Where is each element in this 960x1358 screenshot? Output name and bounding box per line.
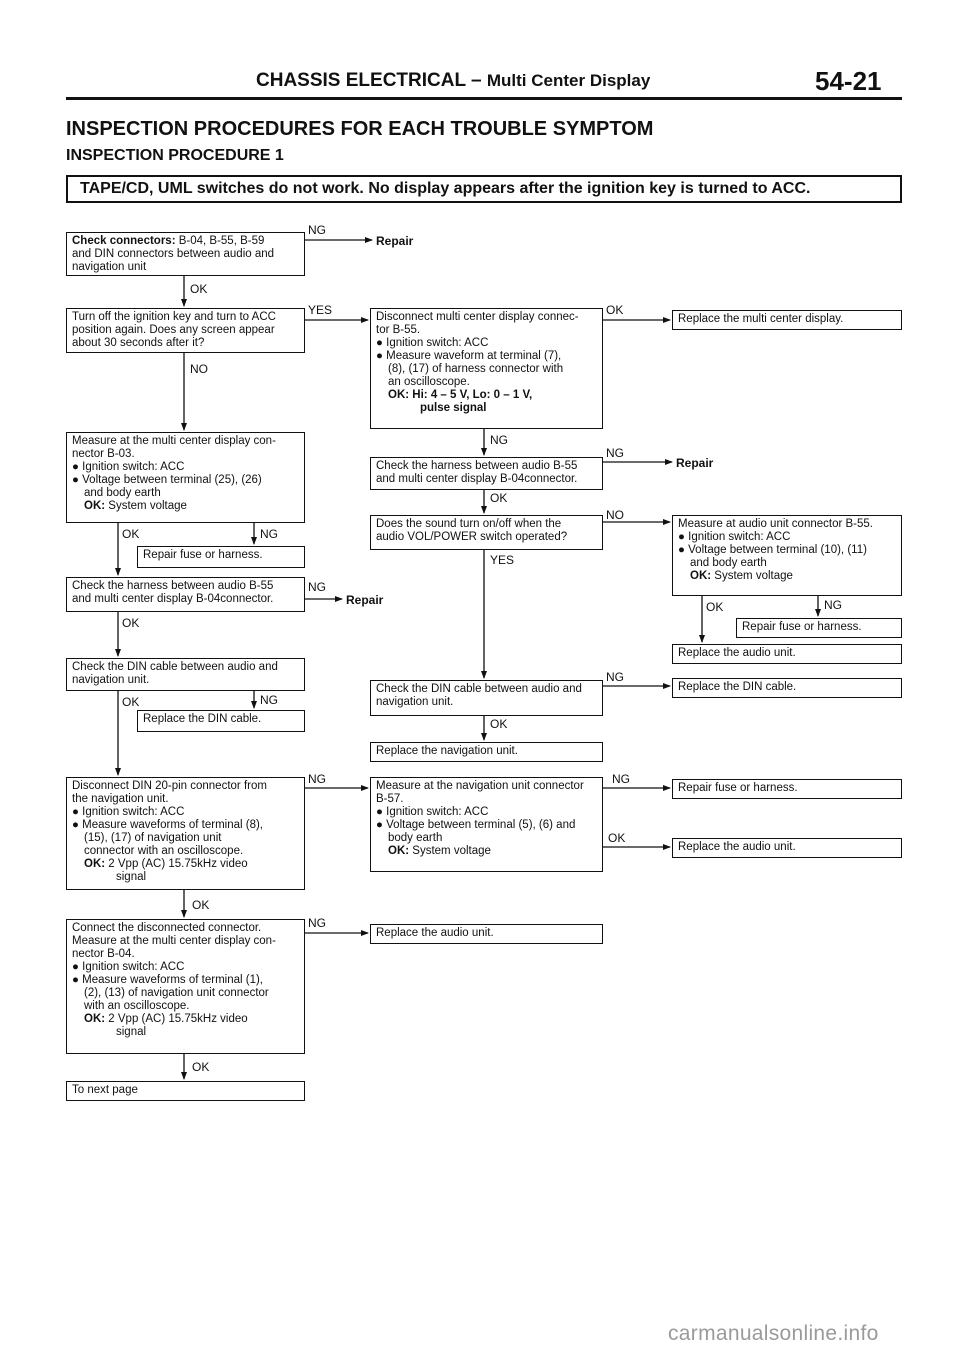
- label-ok: OK: [606, 303, 624, 317]
- replace-audio-box-2: Replace the audio unit.: [672, 838, 902, 858]
- disconnect-multi-bullet2: ● Measure waveform at terminal (7),: [376, 350, 562, 362]
- page-title: INSPECTION PROCEDURES FOR EACH TROUBLE SYMPTOM: [66, 118, 654, 140]
- disconnect-din-bullet2c: connector with an oscilloscope.: [84, 845, 244, 857]
- does-sound-box: [370, 515, 603, 550]
- label-ng: NG: [308, 580, 326, 594]
- header-dash: –: [471, 70, 482, 91]
- check-harness-right-line1: Check the harness between audio B-55: [376, 460, 578, 472]
- symptom-box: TAPE/CD, UML switches do not work. No display appears after the ignition key is turned to ACC.: [66, 175, 902, 203]
- disconnect-din-okval2: signal: [116, 871, 147, 883]
- check-harness-left-box: [66, 577, 305, 612]
- measure-b57-line2: B-57.: [376, 793, 404, 805]
- measure-b03-line1: Measure at the multi center display con-: [72, 435, 276, 447]
- label-ng: NG: [308, 916, 326, 930]
- disconnect-multi-okval: Hi: 4 – 5 V, Lo: 0 – 1 V,: [412, 389, 533, 401]
- disconnect-din-bullet2: ● Measure waveforms of terminal (8),: [72, 819, 264, 831]
- measure-b55-bullet1: ● Ignition switch: ACC: [678, 531, 791, 543]
- check-harness-left-line2: and multi center display B-04connector.: [72, 593, 274, 605]
- measure-b03-bullet2b: and body earth: [84, 487, 161, 499]
- replace-nav-box: Replace the navigation unit.: [370, 742, 603, 762]
- measure-b57-line1: Measure at the navigation unit connector: [376, 780, 584, 792]
- disconnect-din-bullet2b: (15), (17) of navigation unit: [84, 832, 222, 844]
- check-harness-right-box: [370, 457, 603, 490]
- label-ok: OK: [490, 717, 508, 731]
- turn-off-line2: position again. Does any screen appear: [72, 324, 275, 336]
- ok-prefix: OK:: [84, 858, 106, 870]
- check-din-left-box: [66, 658, 305, 691]
- label-ok: OK: [122, 527, 140, 541]
- replace-audio-box-3: Replace the audio unit.: [370, 924, 603, 944]
- check-din-right-box: [370, 680, 603, 716]
- connect-line2: Measure at the multi center display con-: [72, 935, 276, 947]
- connect-bullet1: ● Ignition switch: ACC: [72, 961, 185, 973]
- check-din-left-line1: Check the DIN cable between audio and: [72, 661, 278, 673]
- replace-din-box-1: Replace the DIN cable.: [137, 710, 305, 732]
- check-connectors-line2: and DIN connectors between audio and: [72, 248, 275, 260]
- label-ng: NG: [824, 598, 842, 612]
- measure-b55-bullet2b: and body earth: [690, 557, 767, 569]
- measure-b57-bullet2b: body earth: [388, 832, 443, 844]
- ok-prefix: OK:: [388, 389, 410, 401]
- label-ok: OK: [706, 600, 724, 614]
- label-ng: NG: [308, 223, 326, 237]
- check-din-right-line1: Check the DIN cable between audio and: [376, 683, 582, 695]
- repair-label: Repair: [376, 234, 414, 248]
- measure-b55-bullet2: ● Voltage between terminal (10), (11): [678, 544, 867, 556]
- repair-label: Repair: [346, 593, 384, 607]
- check-connectors-title: Check connectors:: [72, 235, 176, 247]
- label-yes: YES: [490, 553, 515, 567]
- label-ok: OK: [608, 831, 626, 845]
- label-ok: OK: [192, 1060, 210, 1074]
- measure-b55-okval: System voltage: [714, 570, 793, 582]
- disconnect-multi-okval2: pulse signal: [420, 402, 487, 414]
- label-ng: NG: [606, 446, 624, 460]
- label-ng: NG: [260, 527, 278, 541]
- measure-b55-line1: Measure at audio unit connector B-55.: [678, 518, 873, 530]
- connect-bullet2c: with an oscilloscope.: [84, 1000, 190, 1012]
- check-connectors-line3: navigation unit: [72, 261, 147, 273]
- measure-b57-box: [370, 777, 603, 872]
- repair-fuse-box-3: Repair fuse or harness.: [672, 779, 902, 799]
- connect-bullet2: ● Measure waveforms of terminal (1),: [72, 974, 264, 986]
- header-section: CHASSIS ELECTRICAL: [256, 70, 466, 91]
- ok-prefix: OK:: [388, 845, 410, 857]
- label-ng: NG: [490, 433, 508, 447]
- label-no: NO: [190, 362, 208, 376]
- turn-off-line3: about 30 seconds after it?: [72, 337, 205, 349]
- label-ng: NG: [612, 772, 630, 786]
- disconnect-multi-line2: tor B-55.: [376, 324, 421, 336]
- check-din-right-line2: navigation unit.: [376, 696, 454, 708]
- repair-fuse-box-2: Repair fuse or harness.: [736, 618, 902, 638]
- procedure-title: INSPECTION PROCEDURE 1: [66, 147, 284, 164]
- turn-off-ignition-box: [66, 308, 305, 353]
- ok-prefix: OK:: [690, 570, 712, 582]
- connect-line3: nector B-04.: [72, 948, 135, 960]
- disconnect-din-line1: Disconnect DIN 20-pin connector from: [72, 780, 267, 792]
- connect-disconnected-box: [66, 919, 305, 1054]
- replace-din-box-2: Replace the DIN cable.: [672, 678, 902, 698]
- page-number: 54-21: [815, 66, 882, 96]
- measure-b03-okval: System voltage: [108, 500, 187, 512]
- check-din-left-line2: navigation unit.: [72, 674, 150, 686]
- disconnect-multi-bullet1: ● Ignition switch: ACC: [376, 337, 489, 349]
- check-harness-right-line2: and multi center display B-04connector.: [376, 473, 578, 485]
- to-next-page-box: To next page: [66, 1081, 305, 1101]
- disconnect-din-box: [66, 777, 305, 890]
- label-ok: OK: [192, 898, 210, 912]
- measure-b03-line2: nector B-03.: [72, 448, 135, 460]
- ok-prefix: OK:: [84, 500, 106, 512]
- disconnect-din-line2: the navigation unit.: [72, 793, 169, 805]
- connect-okval2: signal: [116, 1026, 147, 1038]
- label-ng: NG: [308, 772, 326, 786]
- label-ng: NG: [260, 693, 278, 707]
- check-connectors-box: [66, 232, 305, 276]
- repair-label: Repair: [676, 456, 714, 470]
- turn-off-line1: Turn off the ignition key and turn to ACC: [72, 311, 276, 323]
- repair-fuse-box-1: Repair fuse or harness.: [137, 546, 305, 568]
- header-subsection: Multi Center Display: [486, 71, 651, 90]
- does-sound-line2: audio VOL/POWER switch operated?: [376, 531, 568, 543]
- measure-b55-box: [672, 515, 902, 596]
- replace-audio-box-1: Replace the audio unit.: [672, 644, 902, 664]
- label-ng: NG: [606, 670, 624, 684]
- label-ok: OK: [190, 282, 208, 296]
- disconnect-multi-bullet2c: an oscilloscope.: [388, 376, 470, 388]
- check-harness-left-line1: Check the harness between audio B-55: [72, 580, 274, 592]
- measure-b03-bullet2: ● Voltage between terminal (25), (26): [72, 474, 262, 486]
- disconnect-multi-box: [370, 308, 603, 429]
- measure-b57-bullet1: ● Ignition switch: ACC: [376, 806, 489, 818]
- label-ok: OK: [122, 616, 140, 630]
- connect-okval: 2 Vpp (AC) 15.75kHz video: [108, 1013, 248, 1025]
- measure-b57-bullet2: ● Voltage between terminal (5), (6) and: [376, 819, 576, 831]
- disconnect-din-okval: 2 Vpp (AC) 15.75kHz video: [108, 858, 248, 870]
- check-connectors-line1: B-04, B-55, B-59: [178, 235, 265, 247]
- label-ok: OK: [490, 491, 508, 505]
- disconnect-multi-line1: Disconnect multi center display connec-: [376, 311, 579, 323]
- watermark: carmanualsonline.info: [668, 1322, 879, 1345]
- disconnect-din-bullet1: ● Ignition switch: ACC: [72, 806, 185, 818]
- disconnect-multi-bullet2b: (8), (17) of harness connector with: [388, 363, 564, 375]
- label-yes: YES: [308, 303, 333, 317]
- does-sound-line1: Does the sound turn on/off when the: [376, 518, 562, 530]
- connect-bullet2b: (2), (13) of navigation unit connector: [84, 987, 269, 999]
- connect-line1: Connect the disconnected connector.: [72, 922, 262, 934]
- measure-b03-bullet1: ● Ignition switch: ACC: [72, 461, 185, 473]
- ok-prefix: OK:: [84, 1013, 106, 1025]
- label-ok: OK: [122, 695, 140, 709]
- measure-b57-okval: System voltage: [412, 845, 491, 857]
- measure-b03-box: [66, 432, 305, 523]
- label-no: NO: [606, 508, 624, 522]
- replace-mcd-box: Replace the multi center display.: [672, 310, 902, 330]
